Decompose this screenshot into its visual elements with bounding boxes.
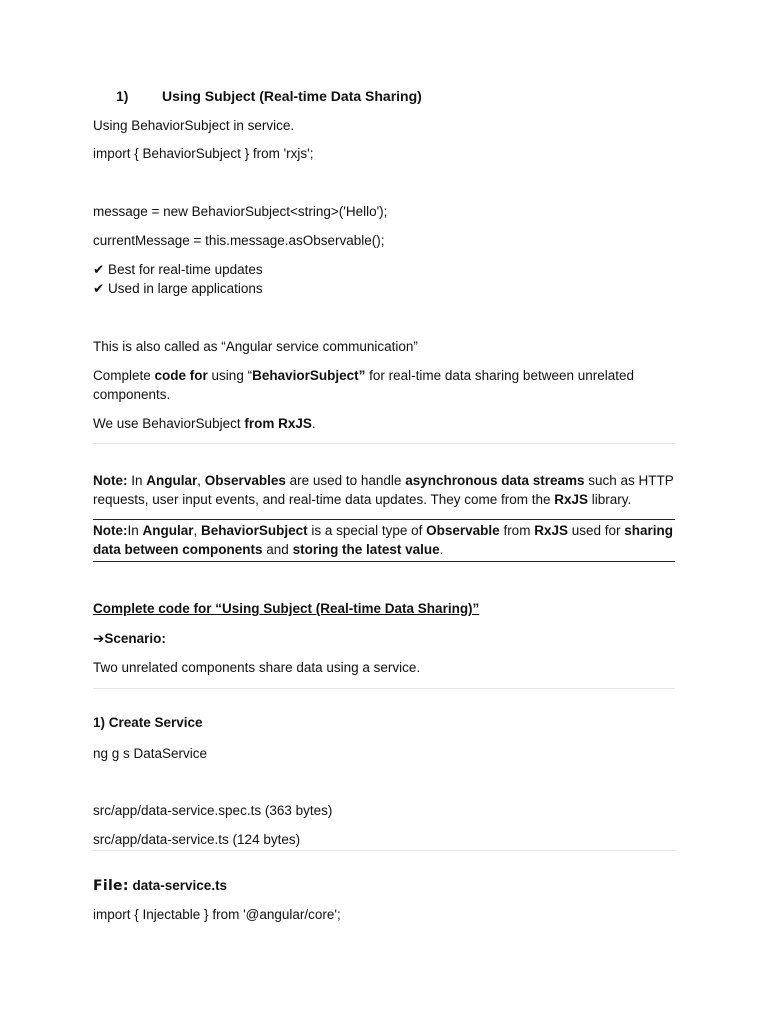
cli-command: ng g s DataService — [93, 746, 208, 761]
arrow-icon: ➔ — [93, 631, 105, 646]
note-bottom-rule — [93, 561, 675, 562]
scenario-heading: ➔Scenario: — [93, 631, 166, 646]
heading-title: Using Subject (Real-time Data Sharing) — [162, 88, 422, 104]
check-item: ✔ Best for real-time updates — [93, 262, 263, 277]
cli-output-line: src/app/data-service.ts (124 bytes) — [93, 832, 301, 847]
section-2-title: Complete code for “Using Subject (Real-time Data Sharing)” — [93, 601, 480, 616]
file-heading: File: data-service.ts — [93, 878, 228, 894]
check-item: ✔ Used in large applications — [93, 281, 263, 296]
code-line: message = new BehaviorSubject<string>('Hello'); — [93, 204, 388, 219]
divider — [93, 443, 675, 444]
divider — [93, 850, 675, 851]
heading-number: 1) — [116, 88, 129, 104]
import-line: import { BehaviorSubject } from 'rxjs'; — [93, 146, 314, 161]
intro-line: Using BehaviorSubject in service. — [93, 118, 295, 133]
note-paragraph-1: Note: In Angular, Observables are used to handle asynchronous data streams such as HTTP requests, user input events, and real-time data updates. They come from the RxJS library. — [93, 473, 674, 507]
code-line: currentMessage = this.message.asObservable(); — [93, 233, 385, 248]
note-paragraph-2: Note:In Angular, BehaviorSubject is a special type of Observable from RxJS used for sharing data between components and storing the latest value. — [93, 523, 674, 557]
also-called-line: This is also called as “Angular service communication” — [93, 339, 418, 354]
note-top-rule — [93, 519, 675, 520]
complete-paragraph: Complete code for using “BehaviorSubject” for real-time data sharing between unrelated components. — [93, 368, 635, 402]
we-use-line: We use BehaviorSubject from RxJS. — [93, 416, 316, 431]
import-line: import { Injectable } from '@angular/core'; — [93, 907, 341, 922]
cli-output-line: src/app/data-service.spec.ts (363 bytes) — [93, 803, 333, 818]
scenario-text: Two unrelated components share data using a service. — [93, 660, 421, 675]
divider — [93, 688, 675, 689]
create-service-heading: 1) Create Service — [93, 715, 203, 730]
